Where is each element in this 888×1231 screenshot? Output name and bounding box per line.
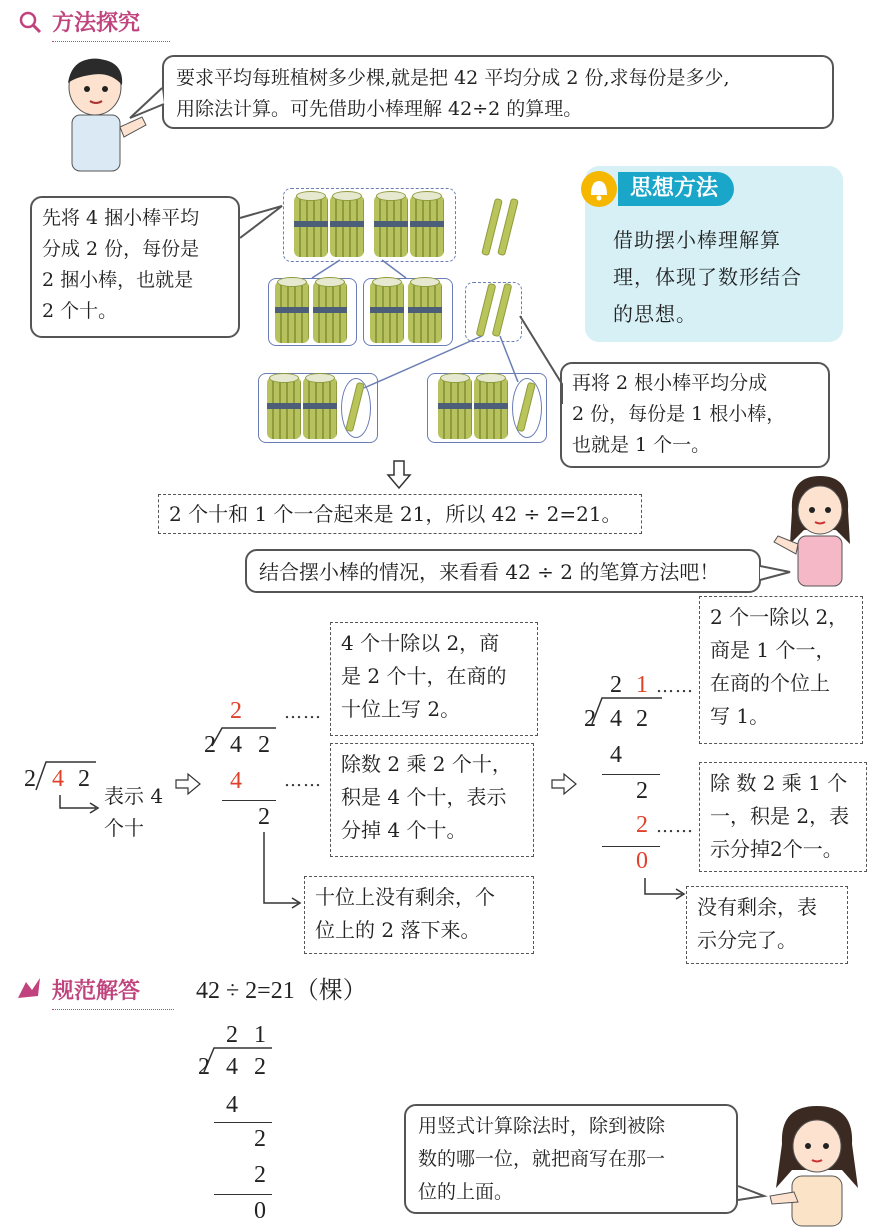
calc3-dividend-tens: 4 — [610, 706, 622, 732]
calc4-divisor: 2 — [198, 1054, 210, 1080]
girl-illustration-2 — [762, 1100, 872, 1228]
note-line: 4 个十除以 2，商 — [341, 631, 500, 655]
note-line: 先将 4 捆小棒平均 — [42, 207, 200, 229]
note-line: 积是 4 个十，表示 — [341, 785, 507, 809]
calc2-dividend-ones: 2 — [258, 732, 270, 758]
leader-dots: …… — [656, 676, 694, 697]
calc4-rule — [214, 1194, 272, 1195]
note-line: 没有剩余，表 — [697, 895, 817, 919]
result-box: 2 个十和 1 个一合起来是 21，所以 42 ÷ 2=21。 — [158, 494, 642, 534]
calc2-divisor: 2 — [204, 732, 216, 758]
bubble-line: 数的哪一位，就把商写在那一 — [418, 1148, 666, 1170]
note-line: 商是 1 个一， — [710, 638, 836, 662]
calc4-remainder1: 2 — [254, 1126, 266, 1152]
think-line: 的思想。 — [613, 302, 697, 326]
calc1-note — [104, 780, 163, 844]
note-line: 2 个一除以 2， — [710, 605, 849, 629]
note-line: 十位上写 2。 — [341, 697, 461, 721]
calc3-rule — [602, 846, 660, 847]
calc4-remainder2: 0 — [254, 1198, 266, 1224]
note-line: 写 1。 — [710, 704, 770, 728]
leader-dots: …… — [284, 702, 322, 723]
calc3-quotient-tens: 2 — [610, 672, 622, 698]
answer-label: 规范解答 — [52, 974, 174, 1010]
calc1-dividend-tens: 4 — [52, 766, 64, 792]
note-line: 在商的个位上 — [710, 671, 830, 695]
note-line: 再将 2 根小棒平均分成 — [572, 372, 768, 394]
answer-equation: 42 ÷ 2=21（棵） — [196, 978, 367, 1004]
bubble-line: 用除法计算。可先借助小棒理解 42÷2 的算理。 — [176, 98, 583, 120]
girl-speech-bubble: 结合摆小棒的情况，来看看 42 ÷ 2 的笔算方法吧！ — [245, 549, 761, 593]
bubble-line: 要求平均每班植树多少棵,就是把 42 平均分成 2 份,求每份是多少, — [176, 67, 730, 89]
calc2-dividend-tens: 4 — [230, 732, 242, 758]
section-title: 方法探究 — [52, 6, 170, 42]
calc1-divisor: 2 — [24, 766, 36, 792]
note-line: 分掉 4 个十。 — [341, 818, 467, 842]
note-line: 2 个十。 — [42, 300, 118, 322]
note-line: 示分完了。 — [697, 928, 797, 952]
calc1-note-line: 表示 4 — [104, 784, 164, 808]
note-line: 是 2 个十，在商的 — [341, 664, 507, 688]
calc2-quotient-tens: 2 — [230, 698, 242, 724]
note-tens-box — [330, 622, 538, 736]
bubble-line: 用竖式计算除法时，除到被除 — [418, 1115, 666, 1137]
calc1-note-line: 个十 — [104, 816, 144, 840]
pen-icon — [16, 976, 46, 1000]
calc4-dividend-ones: 2 — [254, 1054, 266, 1080]
final-speech-bubble — [404, 1104, 738, 1214]
note-line: 一，积是 2，表 — [710, 804, 850, 828]
note-line: 除 数 2 乘 1 个 — [710, 771, 848, 795]
leader-dots: …… — [656, 816, 694, 837]
calc4-quotient-tens: 2 — [226, 1022, 238, 1048]
note-line: 2 份，每份是 1 根小棒， — [572, 403, 786, 425]
calc3-product2: 2 — [636, 812, 648, 838]
note-line: 十位上没有剩余，个 — [315, 885, 495, 909]
note-line: 分成 2 份，每份是 — [42, 238, 200, 260]
note-done-box — [686, 886, 848, 964]
note-mult2-box — [699, 762, 867, 872]
note-mult1-box — [330, 743, 534, 857]
think-title: 思想方法 — [618, 172, 734, 206]
note-ones-box — [699, 596, 863, 744]
note-line: 示分掉2个一。 — [710, 837, 843, 861]
calc4-quotient-ones: 1 — [254, 1022, 266, 1048]
calc4-dividend-tens: 4 — [226, 1054, 238, 1080]
calc1-dividend-ones: 2 — [78, 766, 90, 792]
calc2-rule — [222, 800, 276, 801]
think-line: 借助摆小棒理解算 — [613, 228, 781, 252]
note-line: 位上的 2 落下来。 — [315, 918, 481, 942]
calc3-divisor: 2 — [584, 706, 596, 732]
calc4-rule — [214, 1122, 272, 1123]
calc3-remainder1: 2 — [636, 778, 648, 804]
calc3-quotient-ones: 1 — [636, 672, 648, 698]
calc2-remainder: 2 — [258, 804, 270, 830]
note-line: 2 捆小棒，也就是 — [42, 269, 194, 291]
think-line: 理，体现了数形结合 — [613, 265, 802, 289]
calc3-remainder2: 0 — [636, 848, 648, 874]
calc3-product1: 4 — [610, 742, 622, 768]
note-line: 也就是 1 个一。 — [572, 434, 711, 456]
calc2-product: 4 — [230, 768, 242, 794]
calc4-product2: 2 — [254, 1162, 266, 1188]
leader-dots: …… — [284, 770, 322, 791]
note-drop-box — [304, 876, 534, 954]
calc3-dividend-ones: 2 — [636, 706, 648, 732]
calc4-product1: 4 — [226, 1092, 238, 1118]
note-line: 除数 2 乘 2 个十， — [341, 752, 512, 776]
bubble-line: 位的上面。 — [418, 1181, 514, 1203]
calc3-rule — [602, 774, 660, 775]
